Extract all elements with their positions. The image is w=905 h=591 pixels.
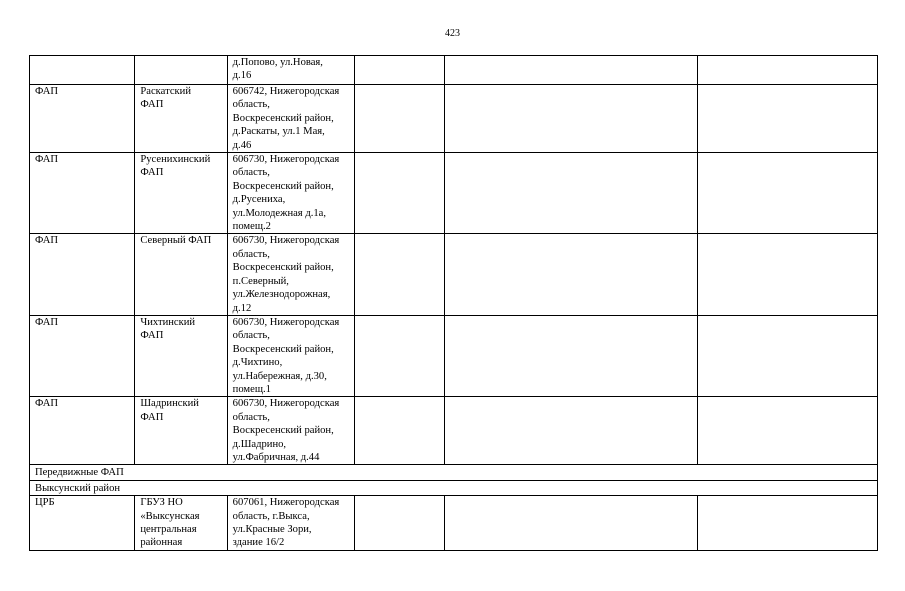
cell-text-line: Русенихинский — [140, 154, 211, 166]
address-cell — [227, 315, 354, 396]
cell-text-line: ул.Железнодорожная, — [232, 289, 331, 301]
cell-text-line: Воскресенский район, — [232, 112, 334, 124]
section-row — [30, 480, 878, 495]
facility-type-cell: ФАП — [30, 153, 135, 234]
cell-text-line: область, — [232, 248, 270, 260]
page-number: 423 — [445, 28, 460, 39]
column-4-cell — [355, 85, 445, 153]
address-cell — [227, 496, 354, 551]
facility-type-cell: ЦРБ — [30, 496, 135, 551]
cell-text-line: Воскресенский район, — [232, 180, 334, 192]
column-5-cell — [445, 56, 698, 85]
column-6-cell — [698, 397, 878, 465]
column-6-cell — [698, 85, 878, 153]
facilities-table — [29, 55, 878, 551]
cell-text-line: ул.Красные Зори, — [232, 524, 312, 535]
address-cell — [227, 85, 354, 153]
cell-text-line: д.Раскаты, ул.1 Мая, — [232, 126, 325, 138]
facility-name-cell — [135, 496, 227, 551]
address-cell — [227, 56, 354, 85]
facility-name-cell — [135, 85, 227, 153]
cell-text-line: Воскресенский район, — [232, 343, 334, 355]
cell-text-line: д.Попово, ул.Новая, — [232, 57, 323, 68]
column-5-cell — [445, 153, 698, 234]
cell-text-line: районная — [140, 537, 183, 549]
cell-text-line: ул.Фабричная, д.44 — [232, 451, 320, 463]
address-cell — [227, 234, 354, 315]
section-row — [30, 465, 878, 480]
cell-text-line: д.12 — [232, 302, 252, 314]
address-cell — [227, 153, 354, 234]
cell-text-line: область, г.Выкса, — [232, 510, 310, 522]
cell-text-line: 606742, Нижегородская — [232, 86, 340, 97]
cell-text-line: Раскатский — [140, 86, 192, 97]
section-heading: Передвижные ФАП — [30, 465, 878, 480]
cell-text-line: ФАП — [140, 167, 164, 179]
column-5-cell — [445, 397, 698, 465]
cell-text-line: здание 16/2 — [232, 537, 285, 549]
cell-text-line: область, — [232, 99, 270, 111]
cell-text-line: Северный ФАП — [140, 235, 212, 247]
cell-text-line: центральная — [140, 524, 197, 535]
cell-text-line: Воскресенский район, — [232, 262, 334, 274]
cell-text-line: ФАП — [140, 411, 164, 423]
cell-text-line: Чихтинский — [140, 316, 196, 328]
column-5-cell — [445, 496, 698, 551]
cell-text-line: ФАП — [140, 330, 164, 342]
column-4-cell — [355, 397, 445, 465]
facility-name-cell — [135, 234, 227, 315]
cell-text-line: область, — [232, 411, 270, 423]
facility-type-cell: ФАП — [30, 234, 135, 315]
cell-text-line: ул.Набережная, д.30, — [232, 370, 327, 382]
column-6-cell — [698, 315, 878, 396]
column-6-cell — [698, 56, 878, 85]
column-4-cell — [355, 56, 445, 85]
facility-type-cell — [30, 56, 135, 85]
column-6-cell — [698, 153, 878, 234]
facility-type-cell: ФАП — [30, 315, 135, 396]
facility-type-cell: ФАП — [30, 397, 135, 465]
table-row — [30, 397, 878, 465]
column-5-cell — [445, 85, 698, 153]
cell-text-line: д.Чихтино, — [232, 357, 283, 369]
table-row — [30, 153, 878, 234]
facility-name-cell — [135, 315, 227, 396]
cell-text-line: область, — [232, 167, 270, 179]
table-row — [30, 496, 878, 551]
cell-text-line: Воскресенский район, — [232, 425, 334, 437]
table-body — [30, 56, 878, 551]
cell-text-line: «Выксунская — [140, 510, 200, 522]
table-row — [30, 315, 878, 396]
column-5-cell — [445, 315, 698, 396]
cell-text-line: 606730, Нижегородская — [232, 316, 340, 328]
cell-text-line: д.Шадрино, — [232, 438, 287, 450]
facility-name-cell — [135, 153, 227, 234]
cell-text-line: п.Северный, — [232, 275, 289, 287]
cell-text-line: д.Русениха, — [232, 194, 286, 206]
column-4-cell — [355, 153, 445, 234]
column-6-cell — [698, 496, 878, 551]
cell-text-line: ГБУЗ НО — [140, 497, 183, 509]
cell-text-line: 607061, Нижегородская — [232, 497, 340, 509]
cell-text-line: Шадринский — [140, 398, 199, 410]
column-4-cell — [355, 496, 445, 551]
section-heading: Выксунский район — [30, 480, 878, 495]
cell-text-line: ФАП — [140, 99, 164, 111]
column-4-cell — [355, 234, 445, 315]
column-6-cell — [698, 234, 878, 315]
facility-name-cell — [135, 56, 227, 85]
cell-text-line: 606730, Нижегородская — [232, 398, 340, 410]
cell-text-line: д.46 — [232, 139, 252, 151]
cell-text-line: 606730, Нижегородская — [232, 235, 340, 247]
address-cell — [227, 397, 354, 465]
column-5-cell — [445, 234, 698, 315]
cell-text-line: помещ.1 — [232, 383, 271, 395]
facility-type-cell: ФАП — [30, 85, 135, 153]
table-row — [30, 56, 878, 85]
column-4-cell — [355, 315, 445, 396]
cell-text-line: 606730, Нижегородская — [232, 154, 340, 166]
table-row — [30, 234, 878, 315]
facility-name-cell — [135, 397, 227, 465]
table-row — [30, 85, 878, 153]
cell-text-line: помещ.2 — [232, 221, 271, 233]
cell-text-line: д.16 — [232, 70, 252, 82]
cell-text-line: ул.Молодежная д.1а, — [232, 207, 327, 219]
cell-text-line: область, — [232, 330, 270, 342]
